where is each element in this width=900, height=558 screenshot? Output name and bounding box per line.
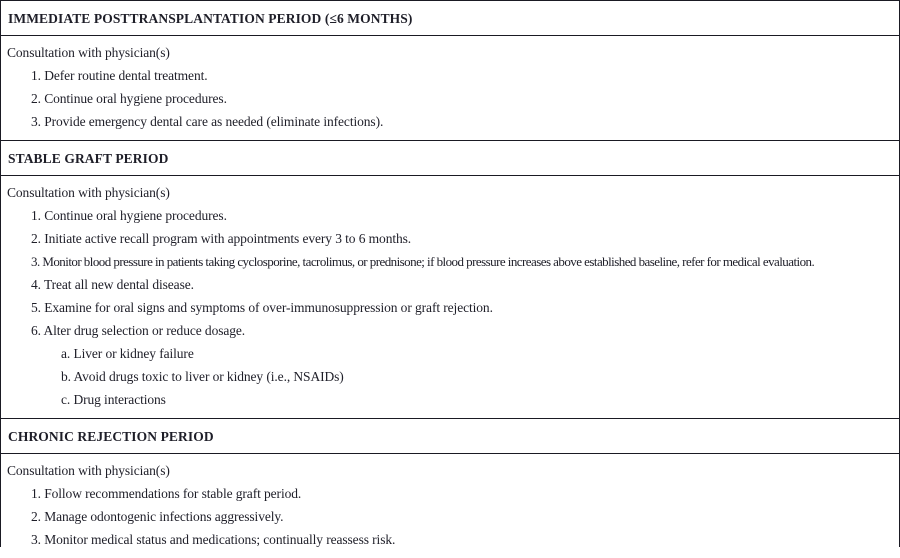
section-body-stable-graft <box>1 176 899 419</box>
list-item: 3. Monitor blood pressure in patients taking cyclosporine, tacrolimus, or prednisone; if blood pressure increases above established baseline, refer for medical evaluation. <box>31 254 815 269</box>
list-item: 3. Monitor medical status and medications; continually reassess risk. <box>31 532 396 547</box>
list-item: 1. Continue oral hygiene procedures. <box>31 208 227 223</box>
section-header-immediate-posttransplantation: IMMEDIATE POSTTRANSPLANTATION PERIOD (≤6 MONTHS) <box>1 1 899 36</box>
list-subitem: a. Liver or kidney failure <box>61 346 194 361</box>
consultation-line: Consultation with physician(s) <box>7 463 170 478</box>
list-subitem: c. Drug interactions <box>61 392 166 407</box>
list-item: 3. Provide emergency dental care as needed (eliminate infections). <box>31 114 384 129</box>
list-item: 1. Follow recommendations for stable graft period. <box>31 486 302 501</box>
list-item: 6. Alter drug selection or reduce dosage. <box>31 323 246 338</box>
section-header-chronic-rejection: CHRONIC REJECTION PERIOD <box>1 419 899 454</box>
section-body-immediate-posttransplantation <box>1 36 899 141</box>
list-item: 2. Continue oral hygiene procedures. <box>31 91 227 106</box>
list-subitem: b. Avoid drugs toxic to liver or kidney (i.e., NSAIDs) <box>61 369 344 384</box>
list-item: 2. Manage odontogenic infections aggressively. <box>31 509 284 524</box>
consultation-line: Consultation with physician(s) <box>7 45 170 60</box>
list-item: 4. Treat all new dental disease. <box>31 277 194 292</box>
list-item: 1. Defer routine dental treatment. <box>31 68 208 83</box>
section-body-chronic-rejection <box>1 454 899 558</box>
section-header-stable-graft: STABLE GRAFT PERIOD <box>1 141 899 176</box>
list-item: 5. Examine for oral signs and symptoms of over-immunosuppression or graft rejection. <box>31 300 493 315</box>
list-item: 2. Initiate active recall program with appointments every 3 to 6 months. <box>31 231 412 246</box>
consultation-line: Consultation with physician(s) <box>7 185 170 200</box>
